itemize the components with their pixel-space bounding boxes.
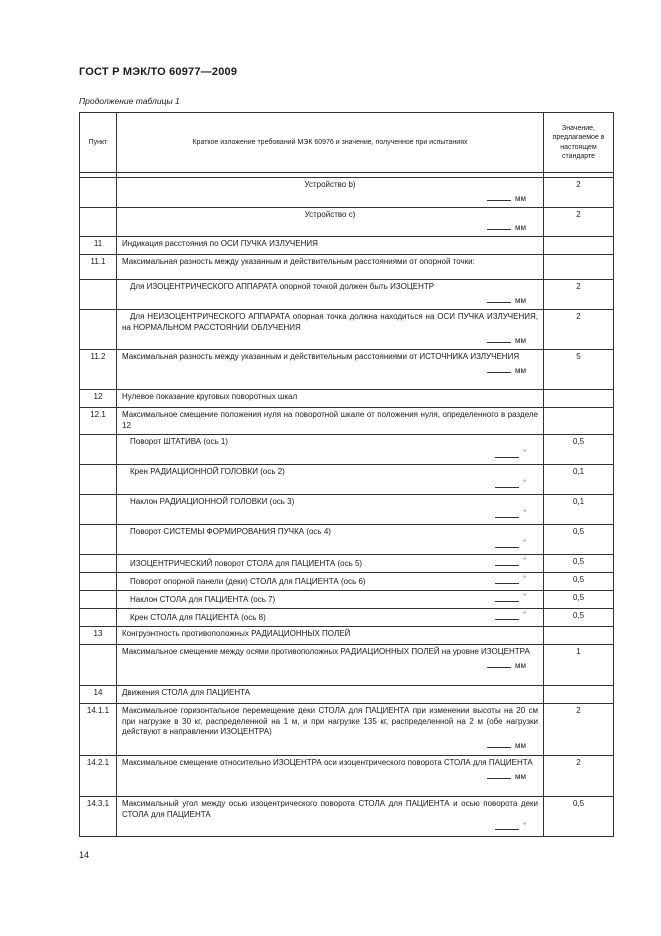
- item-number-cell: 12.1: [80, 408, 117, 435]
- requirement-text: Для ИЗОЦЕНТРИЧЕСКОГО АППАРАТА опорной точкой должен быть ИЗОЦЕНТР: [130, 282, 435, 292]
- table-header-row: [80, 113, 614, 173]
- measurement-blank: [122, 449, 538, 462]
- requirement-text: Поворот опорной панели (деки) СТОЛА для ПАЦИЕНТА (ось 6): [130, 576, 366, 586]
- requirement-text: Максимальная разность между указанным и действительным расстояниями от ИСТОЧНИКА ИЗЛУЧЕНИЯ: [122, 352, 520, 362]
- item-number-cell: [80, 524, 117, 554]
- value-cell: 0,5: [544, 796, 614, 836]
- requirement-text: Максимальное смещение относительно ИЗОЦЕНТРА оси изоцентрического поворота СТОЛА для ПАЦИЕНТА: [122, 757, 533, 767]
- table-row: [80, 309, 614, 349]
- requirement-text: Для НЕИЗОЦЕНТРИЧЕСКОГО АППАРАТА опорная точка должна находиться на ОСИ ПУЧКА ИЗЛУЧЕНИЯ, на НОРМАЛЬНОМ РАССТОЯНИИ ОБЛУЧЕНИЯ: [122, 311, 538, 332]
- value-cell: 0,5: [544, 572, 614, 590]
- measurement-blank: [122, 479, 538, 492]
- measurement-blank: [122, 364, 538, 377]
- unit-label: °: [523, 575, 526, 583]
- requirement-cell: [117, 390, 544, 408]
- page-number: 14: [79, 850, 90, 860]
- measurement-blank: [495, 611, 538, 624]
- value-cell: 2: [544, 703, 614, 755]
- table-row: [80, 608, 614, 626]
- table-row: [80, 644, 614, 685]
- requirement-text: Максимальный угол между осью изоцентрического поворота СТОЛА для ПАЦИЕНТА и осью поворота деки СТОЛА для ПАЦИЕНТА: [122, 798, 538, 819]
- table-row: [80, 703, 614, 755]
- requirement-cell: [117, 178, 544, 208]
- fill-in-line: [495, 575, 519, 584]
- measurement-blank: [122, 509, 538, 522]
- fill-in-line: [495, 593, 519, 602]
- document-title: ГОСТ Р МЭК/ТО 60977—2009: [79, 66, 238, 78]
- requirement-text: Нулевое показание круговых поворотных шкал: [122, 392, 298, 402]
- requirement-text: Максимальное смещение между осями противоположных РАДИАЦИОННЫХ ПОЛЕЙ на уровне ИЗОЦЕНТРА: [122, 646, 530, 656]
- item-number-cell: [80, 434, 117, 464]
- fill-in-line: [495, 479, 519, 488]
- value-cell: [544, 390, 614, 408]
- fill-in-line: [495, 539, 519, 548]
- fill-in-line: [487, 770, 511, 779]
- measurement-blank: [495, 557, 538, 570]
- requirement-cell: [117, 608, 544, 626]
- unit-label: мм: [515, 336, 526, 346]
- measurement-blank: [122, 770, 538, 783]
- column-header-value: Значение, предлагаемое в настоящем стандарте: [544, 113, 614, 173]
- value-cell: [544, 408, 614, 435]
- requirement-cell: [117, 434, 544, 464]
- value-cell: 0,5: [544, 590, 614, 608]
- requirement-cell: [117, 408, 544, 435]
- unit-label: °: [523, 448, 526, 456]
- item-number-cell: 14: [80, 685, 117, 703]
- unit-label: °: [523, 508, 526, 516]
- item-number-cell: [80, 494, 117, 524]
- fill-in-line: [487, 659, 511, 668]
- requirement-cell: [117, 626, 544, 644]
- value-cell: 2: [544, 280, 614, 310]
- unit-label: °: [523, 538, 526, 546]
- requirement-text: Наклон СТОЛА для ПАЦИЕНТА (ось 7): [130, 594, 276, 604]
- fill-in-line: [487, 334, 511, 343]
- value-cell: [544, 255, 614, 280]
- unit-label: °: [523, 593, 526, 601]
- column-header-requirement: Краткое изложение требований МЭК 60976 и значение, полученное при испытаниях: [117, 113, 544, 173]
- table-row: [80, 464, 614, 494]
- table-row: [80, 280, 614, 310]
- item-number-cell: 12: [80, 390, 117, 408]
- fill-in-line: [487, 739, 511, 748]
- item-number-cell: 14.3.1: [80, 796, 117, 836]
- value-cell: 2: [544, 178, 614, 208]
- table-row: [80, 237, 614, 255]
- requirement-cell: [117, 590, 544, 608]
- unit-label: мм: [515, 741, 526, 751]
- item-number-cell: [80, 309, 117, 349]
- table-row: [80, 554, 614, 572]
- requirement-cell: [117, 207, 544, 237]
- item-number-cell: 14.1.1: [80, 703, 117, 755]
- fill-in-line: [495, 449, 519, 458]
- item-number-cell: [80, 608, 117, 626]
- unit-label: °: [523, 611, 526, 619]
- table-row: [80, 685, 614, 703]
- unit-label: мм: [515, 223, 526, 233]
- value-cell: 0,5: [544, 554, 614, 572]
- table-row: [80, 390, 614, 408]
- requirement-cell: [117, 494, 544, 524]
- item-number-cell: 11.1: [80, 255, 117, 280]
- unit-label: мм: [515, 771, 526, 781]
- requirement-text: ИЗОЦЕНТРИЧЕСКИЙ поворот СТОЛА для ПАЦИЕНТА (ось 5): [130, 558, 363, 568]
- measurement-blank: [122, 221, 538, 234]
- table-row: [80, 494, 614, 524]
- table-row: [80, 434, 614, 464]
- measurement-blank: [122, 821, 538, 834]
- item-number-cell: 13: [80, 626, 117, 644]
- unit-label: мм: [515, 295, 526, 305]
- requirement-cell: [117, 755, 544, 796]
- requirement-text: Индикация расстояния по ОСИ ПУЧКА ИЗЛУЧЕНИЯ: [122, 239, 318, 249]
- item-number-cell: [80, 178, 117, 208]
- table-row: [80, 350, 614, 390]
- unit-label: °: [523, 557, 526, 565]
- requirement-cell: [117, 703, 544, 755]
- value-cell: 5: [544, 350, 614, 390]
- value-cell: 2: [544, 309, 614, 349]
- requirement-cell: [117, 237, 544, 255]
- value-cell: [544, 685, 614, 703]
- measurement-blank: [122, 294, 538, 307]
- table-row: [80, 626, 614, 644]
- requirement-text: Поворот ШТАТИВА (ось 1): [130, 436, 228, 446]
- unit-label: °: [523, 821, 526, 829]
- table-row: [80, 572, 614, 590]
- item-number-cell: 14.2.1: [80, 755, 117, 796]
- value-cell: 2: [544, 207, 614, 237]
- value-cell: 0,1: [544, 494, 614, 524]
- value-cell: 2: [544, 755, 614, 796]
- value-cell: 0,5: [544, 608, 614, 626]
- requirement-cell: [117, 554, 544, 572]
- item-number-cell: [80, 280, 117, 310]
- requirement-cell: [117, 350, 544, 390]
- fill-in-line: [495, 509, 519, 518]
- unit-label: мм: [515, 365, 526, 375]
- measurement-blank: [122, 739, 538, 752]
- item-number-cell: [80, 554, 117, 572]
- fill-in-line: [495, 821, 519, 830]
- fill-in-line: [487, 192, 511, 201]
- requirement-cell: [117, 255, 544, 280]
- requirement-text: Устройство b): [304, 180, 356, 189]
- requirement-text: Максимальная разность между указанным и действительным расстояниями от опорной точки:: [122, 257, 475, 267]
- requirement-text: Крен СТОЛА для ПАЦИЕНТА (ось 8): [130, 612, 266, 622]
- value-cell: 1: [544, 644, 614, 685]
- requirement-cell: [117, 685, 544, 703]
- table-row: [80, 255, 614, 280]
- requirement-cell: [117, 280, 544, 310]
- fill-in-line: [495, 611, 519, 620]
- measurement-blank: [495, 575, 538, 588]
- value-cell: 0,1: [544, 464, 614, 494]
- requirements-table: [79, 112, 614, 837]
- item-number-cell: [80, 207, 117, 237]
- fill-in-line: [495, 557, 519, 566]
- requirement-cell: [117, 524, 544, 554]
- fill-in-line: [487, 364, 511, 373]
- table-row: [80, 178, 614, 208]
- measurement-blank: [122, 334, 538, 347]
- unit-label: мм: [515, 660, 526, 670]
- requirement-text: Крен РАДИАЦИОННОЙ ГОЛОВКИ (ось 2): [130, 466, 285, 476]
- table-row: [80, 796, 614, 836]
- requirement-cell: [117, 572, 544, 590]
- item-number-cell: [80, 464, 117, 494]
- unit-label: мм: [515, 193, 526, 203]
- table-row: [80, 207, 614, 237]
- value-cell: 0,5: [544, 524, 614, 554]
- table-row: [80, 524, 614, 554]
- requirement-text: Максимальное смещение положения нуля на поворотной шкале от положения нуля, определенного в разделе 12: [122, 410, 538, 430]
- item-number-cell: 11: [80, 237, 117, 255]
- item-number-cell: 11.2: [80, 350, 117, 390]
- value-cell: [544, 237, 614, 255]
- measurement-blank: [495, 593, 538, 606]
- requirement-cell: [117, 464, 544, 494]
- requirement-cell: [117, 796, 544, 836]
- table-continuation-label: Продолжение таблицы 1: [79, 96, 180, 106]
- requirement-text: Поворот СИСТЕМЫ ФОРМИРОВАНИЯ ПУЧКА (ось 4): [130, 526, 331, 536]
- item-number-cell: [80, 644, 117, 685]
- unit-label: °: [523, 478, 526, 486]
- value-cell: [544, 626, 614, 644]
- measurement-blank: [122, 659, 538, 672]
- requirement-cell: [117, 309, 544, 349]
- requirement-cell: [117, 644, 544, 685]
- requirement-text: Максимальное горизонтальное перемещение деки СТОЛА для ПАЦИЕНТА при изменении высоты на 20 см при нагрузке в 30 кг, распределенной на 1 м, и при нагрузке 135 кг, распределенной на 2 м (обе нагрузки действуют в направлении ИЗОЦЕНТРА): [122, 705, 538, 737]
- requirement-text: Движения СТОЛА для ПАЦИЕНТА: [122, 687, 251, 697]
- requirement-text: Наклон РАДИАЦИОННОЙ ГОЛОВКИ (ось 3): [130, 496, 295, 506]
- item-number-cell: [80, 572, 117, 590]
- measurement-blank: [122, 539, 538, 552]
- requirement-text: Конгруэнтность противоположных РАДИАЦИОННЫХ ПОЛЕЙ: [122, 628, 351, 638]
- requirement-text: Устройство c): [304, 209, 356, 219]
- fill-in-line: [487, 221, 511, 230]
- measurement-blank: [122, 192, 538, 205]
- fill-in-line: [487, 294, 511, 303]
- column-header-item: Пункт: [80, 113, 117, 173]
- item-number-cell: [80, 590, 117, 608]
- table-row: [80, 408, 614, 435]
- table-row: [80, 755, 614, 796]
- value-cell: 0,5: [544, 434, 614, 464]
- table-row: [80, 590, 614, 608]
